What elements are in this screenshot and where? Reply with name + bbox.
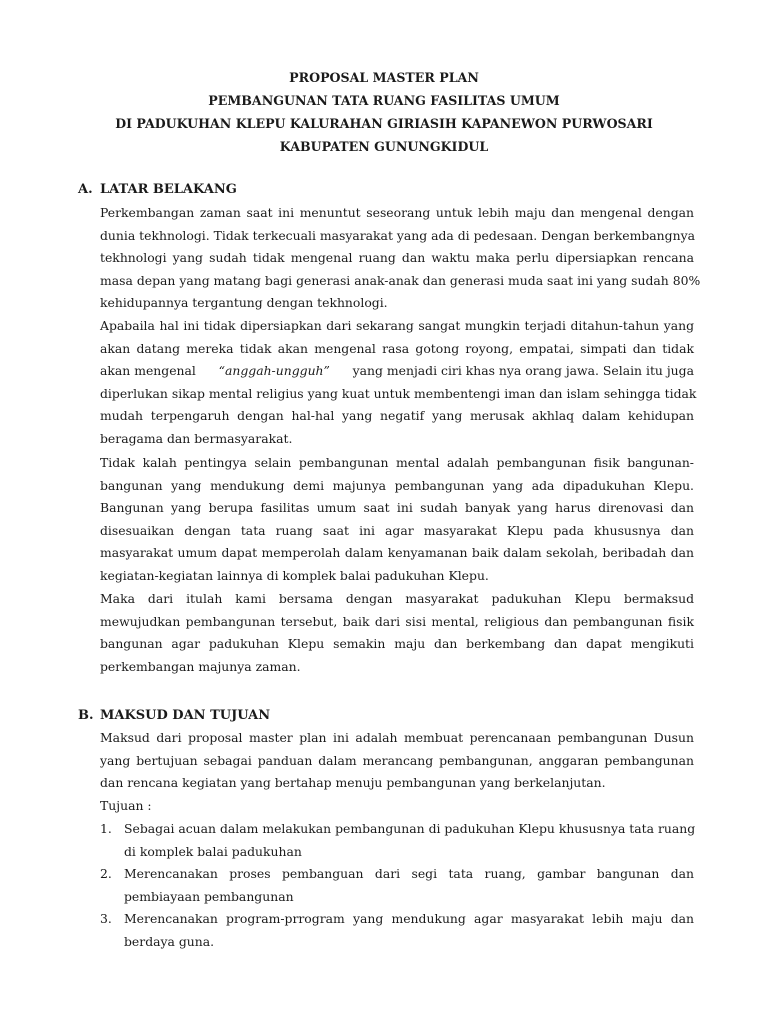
paragraph-line: bangunan agar padukuhan Klepu semakin maju dan berkembang dan dapat mengikuti <box>100 636 694 652</box>
paragraph-line: Maksud dari proposal master plan ini adalah membuat perencanaan pembangunan Dusun <box>100 730 694 745</box>
section-a-letter: A. <box>78 182 93 197</box>
list-line: di komplek balai padukuhan <box>124 843 302 859</box>
paragraph-line: mudah terpengaruh dengan hal-hal yang negatif yang merusak akhlaq dalam kehidupan <box>100 408 694 424</box>
paragraph-line: dunia tekhnologi. Tidak terkecuali masyarakat yang ada di pedesaan. Dengan berkembangnya <box>100 227 695 243</box>
title-line-1: PROPOSAL MASTER PLAN <box>289 70 479 85</box>
paragraph-line: perkembangan majunya zaman. <box>100 658 301 674</box>
section-a-paragraph-3 <box>100 452 694 588</box>
section-b-title: MAKSUD DAN TUJUAN <box>100 708 271 723</box>
paragraph-line: masa depan yang matang bagi generasi anak-anak dan generasi muda saat ini yang sudah 80% <box>100 272 701 288</box>
paragraph-line: kegiatan-kegiatan lainnya di komplek balai padukuhan Klepu. <box>100 567 489 583</box>
list-line: berdaya guna. <box>124 933 215 949</box>
section-b-paragraph-1 <box>100 727 694 795</box>
paragraph-line: bangunan yang mendukung demi majunya pembangunan yang ada dipadukuhan Klepu. <box>100 477 694 493</box>
paragraph-line-with-emphasis <box>100 360 694 383</box>
paragraph-line: yang bertujuan sebagai panduan dalam merancang pembangunan, anggaran pembangunan <box>100 752 694 768</box>
list-line: Sebagai acuan dalam melakukan pembangunan di padukuhan Klepu khususnya tata ruang <box>124 821 696 836</box>
paragraph-line: dan rencana kegiatan yang bertahap menuju pembangunan yang berkelanjutan. <box>100 775 606 791</box>
list-line: Merencanakan proses pembanguan dari segi tata ruang, gambar bangunan dan <box>124 866 694 881</box>
list-item-text <box>124 908 694 953</box>
paragraph-line: tekhnologi yang sudah tidak mengenal ruang dan waktu maka perlu dipersiapkan rencana <box>100 250 694 266</box>
section-a-paragraph-1 <box>100 202 701 315</box>
list-line: pembiayaan pembangunan <box>124 888 294 904</box>
list-number: 2. <box>100 866 112 881</box>
document-title <box>60 66 708 158</box>
text-segment: yang menjadi ciri khas nya orang jawa. Selain itu juga <box>352 363 694 379</box>
paragraph-line: masyarakat umum dapat memperolah dalam kenyamanan baik dalam sekolah, beribadah dan <box>100 545 694 561</box>
tujuan-label: Tujuan : <box>100 798 152 813</box>
title-line-3: DI PADUKUHAN KLEPU KALURAHAN GIRIASIH KAPANEWON PURWOSARI <box>115 116 653 131</box>
emphasis-anggah-ungguh: “anggah-ungguh” <box>218 363 330 379</box>
paragraph-line: beragama dan bermasyarakat. <box>100 430 293 446</box>
paragraph-line: mewujudkan pembangunan tersebut, baik dari sisi mental, religious dan pembangunan fisik <box>100 613 694 629</box>
paragraph-line: Bangunan yang berupa fasilitas umum saat ini sudah banyak yang harus direnovasi dan <box>100 500 694 516</box>
title-line-4: KABUPATEN GUNUNGKIDUL <box>279 139 489 154</box>
section-a-title: LATAR BELAKANG <box>100 182 237 197</box>
paragraph-line: kehidupannya tergantung dengan tekhnologi. <box>100 295 388 311</box>
section-a-paragraph-2 <box>100 315 697 451</box>
paragraph-line: akan datang mereka tidak akan mengenal rasa gotong royong, empatai, simpati dan tidak <box>100 340 694 356</box>
title-line-2: PEMBANGUNAN TATA RUANG FASILITAS UMUM <box>208 93 560 108</box>
list-number: 1. <box>100 821 112 836</box>
paragraph-line: Apabaila hal ini tidak dipersiapkan dari sekarang sangat mungkin terjadi ditahun-tahun yang <box>100 318 694 333</box>
paragraph-line: diperlukan sikap mental religius yang kuat untuk membentengi iman dan islam sehingga tidak <box>100 385 697 401</box>
section-b-heading <box>78 704 270 727</box>
paragraph-line: Perkembangan zaman saat ini menuntut seseorang untuk lebih maju dan mengenal dengan <box>100 205 694 220</box>
paragraph-line: Tidak kalah pentingya selain pembangunan mental adalah pembangunan fisik bangunan- <box>100 455 694 470</box>
section-a-heading <box>78 178 237 201</box>
section-b-letter: B. <box>78 708 94 723</box>
text-segment: akan mengenal <box>100 363 196 379</box>
list-item-text <box>124 863 694 908</box>
list-line: Merencanakan program-prrogram yang mendukung agar masyarakat lebih maju dan <box>124 911 694 926</box>
list-number: 3. <box>100 911 112 926</box>
section-a-paragraph-4 <box>100 588 694 678</box>
paragraph-line: Maka dari itulah kami bersama dengan masyarakat padukuhan Klepu bermaksud <box>100 591 694 606</box>
list-item-text <box>124 818 694 863</box>
paragraph-line: disesuaikan dengan tata ruang saat ini agar masyarakat Klepu pada khususnya dan <box>100 522 694 538</box>
